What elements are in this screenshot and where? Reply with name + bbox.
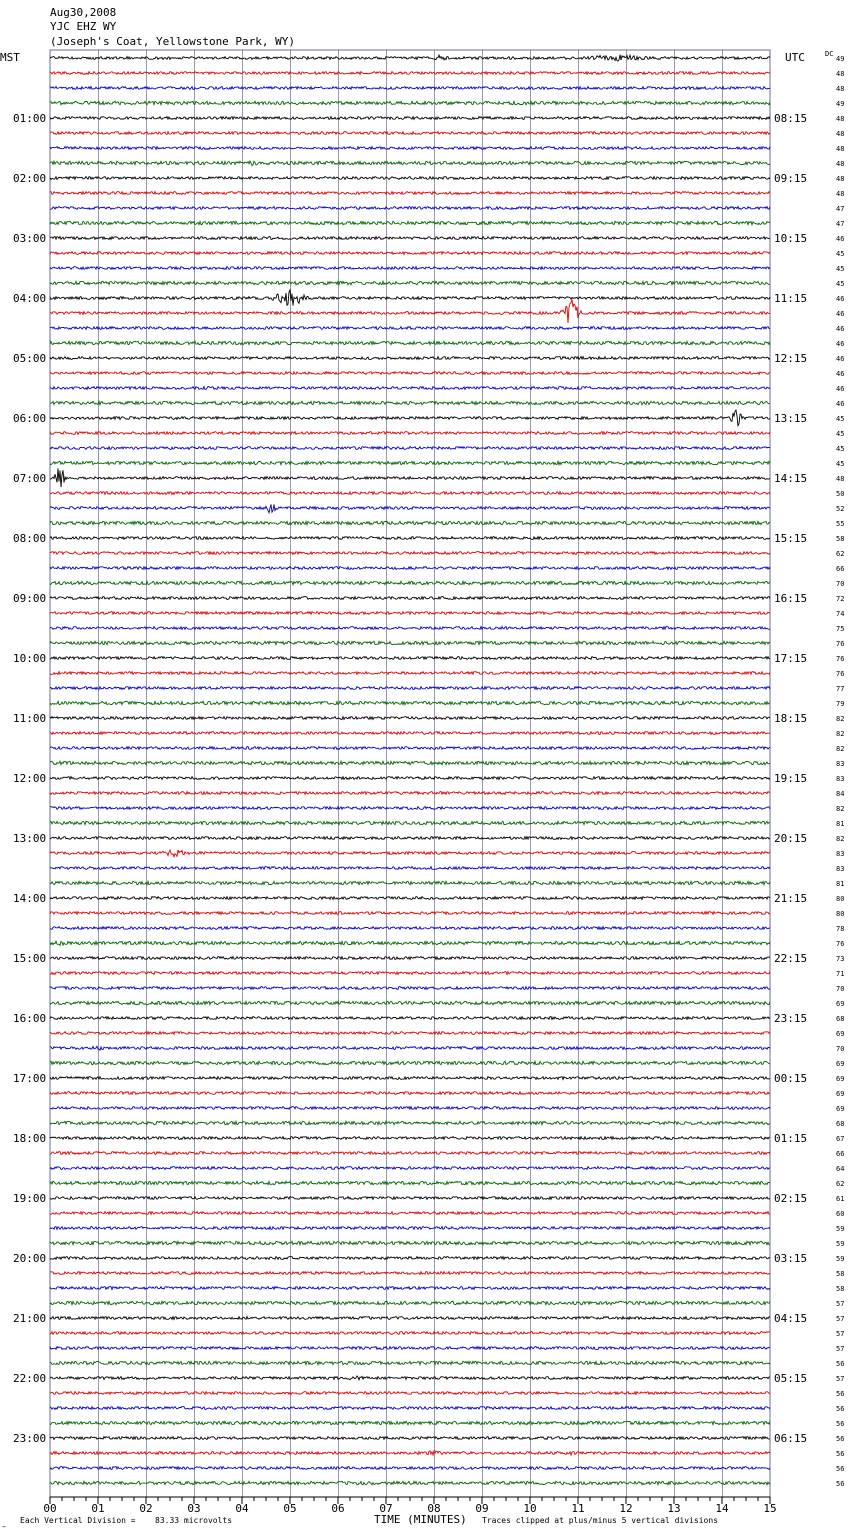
trace-row bbox=[50, 761, 770, 764]
dc-offset-label: 83 bbox=[836, 760, 845, 768]
x-tick-label: 00 bbox=[43, 1502, 57, 1515]
dc-offset-label: 78 bbox=[836, 925, 845, 933]
x-tick-label: 14 bbox=[715, 1502, 729, 1515]
dc-offset-label: 69 bbox=[836, 1075, 845, 1083]
dc-offset-label: 56 bbox=[836, 1435, 845, 1443]
dc-offset-label: 82 bbox=[836, 835, 845, 843]
dc-offset-label: 82 bbox=[836, 715, 845, 723]
utc-hour-label: 18:15 bbox=[774, 712, 808, 725]
dc-offset-label: 49 bbox=[836, 100, 845, 108]
dc-label: DC bbox=[825, 50, 834, 58]
trace-row bbox=[50, 221, 770, 224]
trace-row bbox=[50, 792, 770, 795]
trace-row bbox=[50, 432, 770, 435]
utc-hour-label: 17:15 bbox=[774, 652, 808, 665]
mst-hour-label: 01:00 bbox=[13, 112, 47, 125]
trace-row bbox=[50, 267, 770, 270]
dc-offset-label: 48 bbox=[836, 160, 845, 168]
dc-offset-label: 83 bbox=[836, 865, 845, 873]
dc-offset-label: 59 bbox=[836, 1225, 845, 1233]
trace-row bbox=[50, 281, 770, 284]
dc-offset-label: 46 bbox=[836, 355, 845, 363]
dc-offset-label: 70 bbox=[836, 1045, 845, 1053]
utc-hour-label: 20:15 bbox=[774, 832, 808, 845]
axis-labels bbox=[13, 55, 844, 1515]
dc-offset-label: 45 bbox=[836, 445, 845, 453]
mst-hour-label: 11:00 bbox=[13, 712, 47, 725]
dc-offset-label: 68 bbox=[836, 1120, 845, 1128]
dc-offset-label: 60 bbox=[836, 1210, 845, 1218]
mst-hour-label: 06:00 bbox=[13, 412, 47, 425]
trace-row bbox=[50, 1437, 770, 1440]
trace-row bbox=[50, 1061, 770, 1064]
utc-hour-label: 11:15 bbox=[774, 292, 808, 305]
dc-offset-label: 48 bbox=[836, 190, 845, 198]
dc-offset-label: 56 bbox=[836, 1480, 845, 1488]
trace-row bbox=[50, 327, 770, 330]
trace-row bbox=[50, 1092, 770, 1095]
trace-row bbox=[50, 290, 770, 306]
x-tick-label: 10 bbox=[523, 1502, 537, 1515]
header-location: (Joseph's Coat, Yellowstone Park, WY) bbox=[50, 35, 296, 48]
dc-offset-label: 45 bbox=[836, 250, 845, 258]
dc-offset-label: 80 bbox=[836, 895, 845, 903]
trace-row bbox=[50, 807, 770, 810]
utc-hour-label: 22:15 bbox=[774, 952, 808, 965]
dc-offset-label: 76 bbox=[836, 670, 845, 678]
dc-offset-label: 46 bbox=[836, 385, 845, 393]
trace-row bbox=[50, 597, 770, 600]
trace-row bbox=[50, 1197, 770, 1200]
dc-offset-label: 46 bbox=[836, 400, 845, 408]
trace-row bbox=[50, 192, 770, 195]
trace-row bbox=[50, 207, 770, 210]
trace-row bbox=[50, 341, 770, 344]
mst-hour-label: 20:00 bbox=[13, 1252, 47, 1265]
dc-offset-label: 62 bbox=[836, 550, 845, 558]
trace-row bbox=[50, 117, 770, 120]
mst-hour-label: 23:00 bbox=[13, 1432, 47, 1445]
trace-row bbox=[50, 717, 770, 720]
dc-offset-label: 48 bbox=[836, 115, 845, 123]
dc-offset-label: 50 bbox=[836, 490, 845, 498]
clip-note: Traces clipped at plus/minus 5 vertical divisions bbox=[482, 1516, 719, 1525]
right-axis-label: UTC bbox=[785, 51, 805, 64]
dc-offset-label: 82 bbox=[836, 745, 845, 753]
trace-row bbox=[50, 1121, 770, 1124]
trace-row bbox=[50, 972, 770, 975]
dc-offset-label: 80 bbox=[836, 910, 845, 918]
trace-row bbox=[50, 1227, 770, 1230]
dc-offset-label: 67 bbox=[836, 1135, 845, 1143]
trace-row bbox=[50, 537, 770, 540]
dc-offset-label: 79 bbox=[836, 700, 845, 708]
trace-row bbox=[50, 101, 770, 104]
dc-offset-label: 52 bbox=[836, 505, 845, 513]
dc-offset-label: 83 bbox=[836, 850, 845, 858]
trace-row bbox=[50, 1167, 770, 1170]
trace-row bbox=[50, 732, 770, 735]
dc-offset-label: 48 bbox=[836, 130, 845, 138]
trace-row bbox=[50, 897, 770, 900]
dc-offset-label: 56 bbox=[836, 1465, 845, 1473]
dc-offset-label: 58 bbox=[836, 535, 845, 543]
dc-offset-label: 76 bbox=[836, 940, 845, 948]
x-tick-label: 12 bbox=[619, 1502, 633, 1515]
mst-hour-label: 16:00 bbox=[13, 1012, 47, 1025]
utc-hour-label: 06:15 bbox=[774, 1432, 808, 1445]
utc-hour-label: 05:15 bbox=[774, 1372, 808, 1385]
mst-hour-label: 19:00 bbox=[13, 1192, 47, 1205]
trace-row bbox=[50, 1376, 770, 1380]
trace-rows bbox=[50, 55, 770, 1485]
mst-hour-label: 15:00 bbox=[13, 952, 47, 965]
trace-row bbox=[50, 672, 770, 675]
trace-row bbox=[50, 1077, 770, 1080]
mst-hour-label: 14:00 bbox=[13, 892, 47, 905]
dc-offset-label: 61 bbox=[836, 1195, 845, 1203]
dc-offset-label: 46 bbox=[836, 295, 845, 303]
header-date: Aug30,2008 bbox=[50, 6, 117, 19]
mst-hour-label: 02:00 bbox=[13, 172, 47, 185]
dc-offset-label: 84 bbox=[836, 790, 845, 798]
dc-offset-label: 69 bbox=[836, 1000, 845, 1008]
x-tick-label: 08 bbox=[427, 1502, 441, 1515]
trace-row bbox=[50, 147, 770, 150]
trace-row bbox=[50, 552, 770, 555]
dc-offset-label: 66 bbox=[836, 1150, 845, 1158]
trace-row bbox=[50, 1257, 770, 1260]
trace-row bbox=[50, 447, 770, 450]
dc-offset-label: 62 bbox=[836, 1180, 845, 1188]
trace-row bbox=[50, 357, 770, 360]
trace-row bbox=[50, 55, 770, 61]
dc-offset-label: 59 bbox=[836, 1240, 845, 1248]
trace-row bbox=[50, 1152, 770, 1155]
mst-hour-label: 10:00 bbox=[13, 652, 47, 665]
trace-row bbox=[50, 252, 770, 255]
trace-row bbox=[50, 1407, 770, 1410]
utc-hour-label: 09:15 bbox=[774, 172, 808, 185]
trace-row bbox=[50, 747, 770, 750]
x-tick-label: 13 bbox=[667, 1502, 681, 1515]
trace-row bbox=[50, 1107, 770, 1110]
utc-hour-label: 08:15 bbox=[774, 112, 808, 125]
dc-offset-label: 49 bbox=[836, 55, 845, 63]
trace-row bbox=[50, 987, 770, 990]
mst-hour-label: 12:00 bbox=[13, 772, 47, 785]
dc-offset-label: 45 bbox=[836, 280, 845, 288]
dc-offset-label: 71 bbox=[836, 970, 845, 978]
dc-offset-label: 69 bbox=[836, 1105, 845, 1113]
dc-offset-label: 66 bbox=[836, 565, 845, 573]
dc-offset-label: 56 bbox=[836, 1405, 845, 1413]
dc-offset-label: 82 bbox=[836, 805, 845, 813]
dc-offset-label: 45 bbox=[836, 460, 845, 468]
dc-offset-label: 70 bbox=[836, 985, 845, 993]
trace-row bbox=[50, 1301, 770, 1304]
trace-row bbox=[50, 567, 770, 570]
dc-offset-label: 69 bbox=[836, 1090, 845, 1098]
trace-row bbox=[50, 1332, 770, 1335]
mst-hour-label: 13:00 bbox=[13, 832, 47, 845]
dc-offset-label: 81 bbox=[836, 880, 845, 888]
dc-offset-label: 46 bbox=[836, 325, 845, 333]
dc-offset-label: 57 bbox=[836, 1315, 845, 1323]
trace-row bbox=[50, 687, 770, 690]
trace-row bbox=[50, 957, 770, 960]
trace-row bbox=[50, 1241, 770, 1244]
utc-hour-label: 14:15 bbox=[774, 472, 808, 485]
dc-offset-label: 82 bbox=[836, 730, 845, 738]
dc-offset-label: 45 bbox=[836, 415, 845, 423]
trace-row bbox=[50, 612, 770, 615]
trace-row bbox=[50, 1017, 770, 1020]
dc-offset-label: 74 bbox=[836, 610, 845, 618]
dc-offset-label: 73 bbox=[836, 955, 845, 963]
mst-hour-label: 07:00 bbox=[13, 472, 47, 485]
x-tick-label: 15 bbox=[763, 1502, 777, 1515]
dc-offset-label: 72 bbox=[836, 595, 845, 603]
utc-hour-label: 19:15 bbox=[774, 772, 808, 785]
header-station: YJC EHZ WY bbox=[50, 20, 117, 33]
dc-offset-label: 48 bbox=[836, 175, 845, 183]
x-tick-label: 09 bbox=[475, 1502, 489, 1515]
dc-offset-label: 46 bbox=[836, 310, 845, 318]
trace-row bbox=[50, 927, 770, 930]
trace-row bbox=[50, 72, 770, 75]
mst-hour-label: 03:00 bbox=[13, 232, 47, 245]
dc-offset-label: 55 bbox=[836, 520, 845, 528]
x-axis-title: TIME (MINUTES) bbox=[374, 1513, 467, 1526]
trace-row bbox=[50, 1451, 770, 1455]
trace-row bbox=[50, 881, 770, 884]
trace-row bbox=[50, 1032, 770, 1035]
dc-offset-label: 68 bbox=[836, 1015, 845, 1023]
trace-row bbox=[50, 1421, 770, 1424]
trace-row bbox=[50, 401, 770, 404]
dc-offset-label: 57 bbox=[836, 1375, 845, 1383]
dc-offset-label: 48 bbox=[836, 145, 845, 153]
trace-row bbox=[50, 504, 770, 512]
trace-row bbox=[50, 912, 770, 915]
microvolts-label: 83.33 microvolts bbox=[155, 1516, 233, 1525]
dc-offset-label: 48 bbox=[836, 70, 845, 78]
trace-row bbox=[50, 1317, 770, 1320]
trace-row bbox=[50, 521, 770, 524]
trace-row bbox=[50, 1481, 770, 1484]
trace-row bbox=[50, 237, 770, 240]
trace-row bbox=[50, 657, 770, 660]
corner-mark: ‴ bbox=[2, 1525, 7, 1533]
mst-hour-label: 09:00 bbox=[13, 592, 47, 605]
trace-row bbox=[50, 300, 770, 323]
dc-offset-label: 75 bbox=[836, 625, 845, 633]
trace-row bbox=[50, 821, 770, 824]
x-tick-label: 11 bbox=[571, 1502, 585, 1515]
dc-offset-label: 57 bbox=[836, 1330, 845, 1338]
dc-offset-label: 69 bbox=[836, 1030, 845, 1038]
trace-row bbox=[50, 461, 770, 464]
dc-offset-label: 46 bbox=[836, 340, 845, 348]
dc-offset-label: 47 bbox=[836, 220, 845, 228]
dc-offset-label: 56 bbox=[836, 1450, 845, 1458]
vertical-division-label: Each Vertical Division = bbox=[20, 1516, 136, 1525]
dc-offset-label: 58 bbox=[836, 1285, 845, 1293]
x-tick-label: 03 bbox=[187, 1502, 201, 1515]
dc-offset-label: 56 bbox=[836, 1390, 845, 1398]
dc-offset-label: 45 bbox=[836, 265, 845, 273]
trace-row bbox=[50, 777, 770, 780]
trace-row bbox=[50, 1272, 770, 1275]
utc-hour-label: 02:15 bbox=[774, 1192, 808, 1205]
x-tick-label: 01 bbox=[91, 1502, 105, 1515]
trace-row bbox=[50, 372, 770, 375]
trace-row bbox=[50, 581, 770, 584]
x-tick-label: 04 bbox=[235, 1502, 249, 1515]
utc-hour-label: 12:15 bbox=[774, 352, 808, 365]
dc-offset-label: 46 bbox=[836, 370, 845, 378]
trace-row bbox=[50, 1046, 770, 1050]
left-axis-label: MST bbox=[0, 51, 20, 64]
dc-offset-label: 77 bbox=[836, 685, 845, 693]
mst-hour-label: 17:00 bbox=[13, 1072, 47, 1085]
dc-offset-label: 56 bbox=[836, 1420, 845, 1428]
dc-offset-label: 83 bbox=[836, 775, 845, 783]
dc-offset-label: 76 bbox=[836, 640, 845, 648]
x-tick-label: 05 bbox=[283, 1502, 297, 1515]
x-tick-label: 07 bbox=[379, 1502, 393, 1515]
trace-row bbox=[50, 161, 770, 166]
utc-hour-label: 13:15 bbox=[774, 412, 808, 425]
dc-offset-label: 69 bbox=[836, 1060, 845, 1068]
dc-offset-label: 47 bbox=[836, 205, 845, 213]
utc-hour-label: 04:15 bbox=[774, 1312, 808, 1325]
utc-hour-label: 21:15 bbox=[774, 892, 808, 905]
trace-row bbox=[50, 1287, 770, 1290]
dc-offset-label: 46 bbox=[836, 235, 845, 243]
trace-row bbox=[50, 1467, 770, 1470]
trace-row bbox=[50, 177, 770, 180]
trace-row bbox=[50, 1361, 770, 1364]
x-tick-label: 02 bbox=[139, 1502, 153, 1515]
trace-row bbox=[50, 837, 770, 840]
mst-hour-label: 22:00 bbox=[13, 1372, 47, 1385]
trace-row bbox=[50, 1392, 770, 1395]
trace-row bbox=[50, 867, 770, 870]
dc-offset-label: 59 bbox=[836, 1255, 845, 1263]
mst-hour-label: 18:00 bbox=[13, 1132, 47, 1145]
trace-row bbox=[50, 87, 770, 90]
x-tick-label: 06 bbox=[331, 1502, 345, 1515]
trace-row bbox=[50, 1212, 770, 1215]
mst-hour-label: 08:00 bbox=[13, 532, 47, 545]
trace-row bbox=[50, 701, 770, 704]
trace-row bbox=[50, 641, 770, 644]
trace-row bbox=[50, 387, 770, 390]
trace-row bbox=[50, 1137, 770, 1140]
dc-offset-label: 57 bbox=[836, 1345, 845, 1353]
dc-offset-label: 76 bbox=[836, 655, 845, 663]
dc-offset-label: 70 bbox=[836, 580, 845, 588]
dc-offset-label: 81 bbox=[836, 820, 845, 828]
trace-row bbox=[50, 1347, 770, 1350]
utc-hour-label: 03:15 bbox=[774, 1252, 808, 1265]
trace-row bbox=[50, 627, 770, 630]
utc-hour-label: 00:15 bbox=[774, 1072, 808, 1085]
utc-hour-label: 10:15 bbox=[774, 232, 808, 245]
dc-offset-label: 45 bbox=[836, 430, 845, 438]
trace-row bbox=[50, 850, 770, 857]
dc-offset-label: 58 bbox=[836, 1270, 845, 1278]
utc-hour-label: 01:15 bbox=[774, 1132, 808, 1145]
trace-row bbox=[50, 468, 770, 487]
mst-hour-label: 21:00 bbox=[13, 1312, 47, 1325]
trace-row bbox=[50, 492, 770, 495]
mst-hour-label: 05:00 bbox=[13, 352, 47, 365]
dc-offset-label: 48 bbox=[836, 85, 845, 93]
trace-row bbox=[50, 132, 770, 135]
utc-hour-label: 15:15 bbox=[774, 532, 808, 545]
trace-row bbox=[50, 1181, 770, 1184]
trace-row bbox=[50, 410, 770, 426]
trace-row bbox=[50, 1001, 770, 1004]
dc-offset-label: 56 bbox=[836, 1360, 845, 1368]
utc-hour-label: 16:15 bbox=[774, 592, 808, 605]
dc-offset-label: 57 bbox=[836, 1300, 845, 1308]
utc-hour-label: 23:15 bbox=[774, 1012, 808, 1025]
dc-offset-label: 48 bbox=[836, 475, 845, 483]
trace-row bbox=[50, 941, 770, 945]
dc-offset-label: 64 bbox=[836, 1165, 845, 1173]
mst-hour-label: 04:00 bbox=[13, 292, 47, 305]
